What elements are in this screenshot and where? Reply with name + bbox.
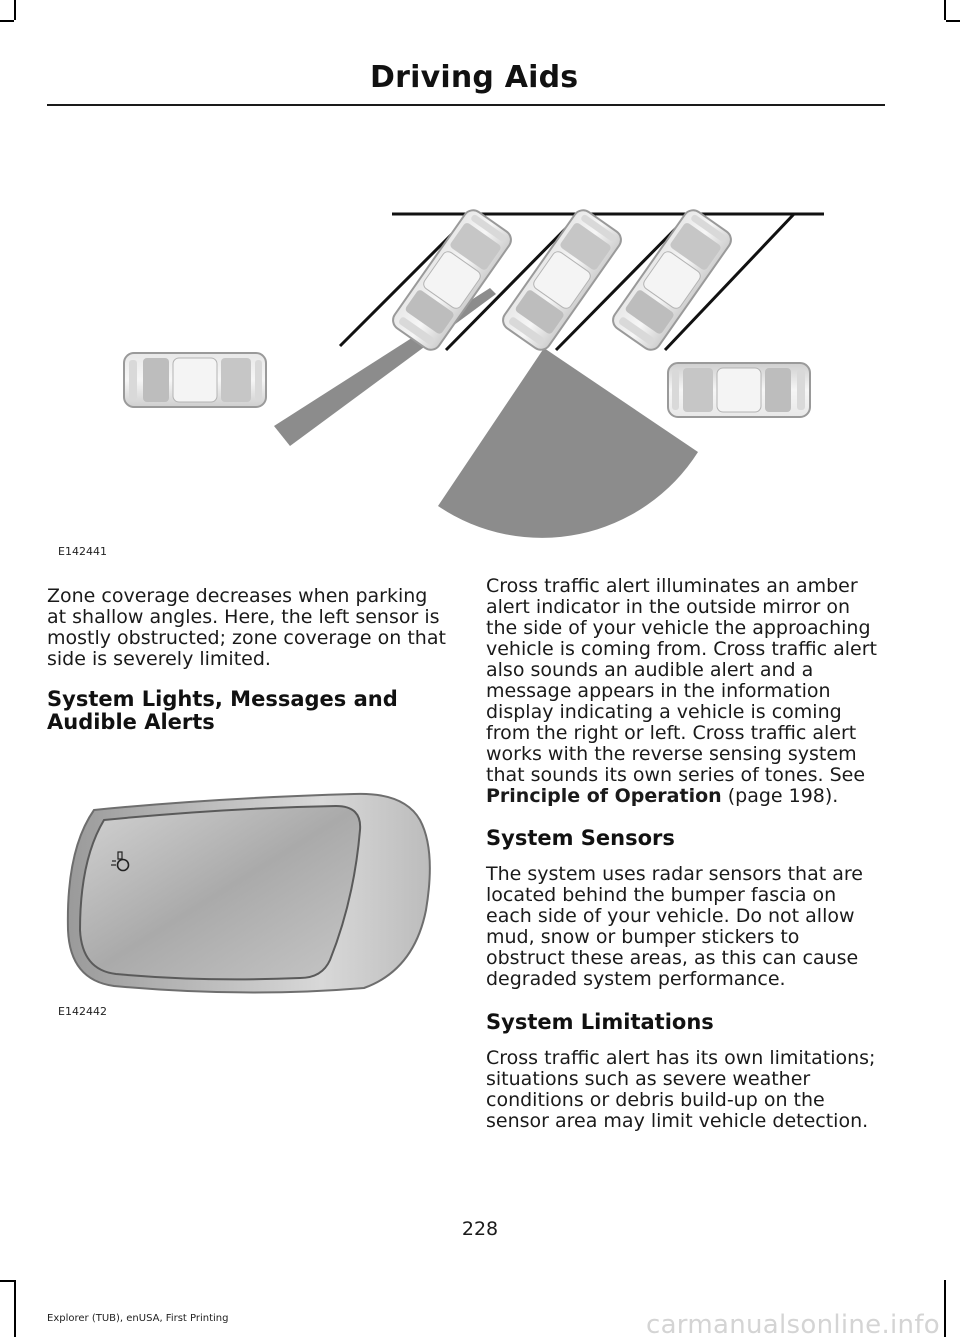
crop-mark [946,20,960,22]
paragraph-cross-traffic-alert [486,576,884,807]
approaching-car-left [124,353,266,407]
figure-code: E142441 [58,545,107,558]
figure-code: E142442 [58,1005,107,1018]
crop-mark [944,1280,946,1337]
heading-system-lights: System Lights, Messages and Audible Alerts [47,687,398,734]
footer-edition: Explorer (TUB), enUSA, First Printing [47,1313,229,1324]
parked-car [499,206,625,353]
wide-sensor-zone [438,348,698,538]
crop-mark [0,1280,14,1282]
principle-of-operation-link[interactable]: Principle of Operation [486,785,722,807]
crop-mark [944,0,946,20]
side-mirror-illustration [64,790,439,1002]
parked-car [609,206,735,353]
watermark: carmanualsonline.info [645,1310,940,1340]
parking-angle-diagram [100,200,840,545]
approaching-car-right [668,363,810,417]
paragraph-text: Cross traffic alert illuminates an amber alert indicator in the outside mirror on the side of your vehicle the approaching vehicle is coming from. Cross traffic alert also sounds an audible alert and a message appears in the information display indicating a vehicle is coming from the right or left. Cross traffic alert works with the reverse sensing system that sounds its own series of tones. See [486,575,877,786]
paragraph-system-limitations: Cross traffic alert has its own limitations; situations such as severe weather conditions or debris build-up on the sensor area may limit vehicle detection. [486,1047,876,1132]
page-reference: (page 198). [727,785,839,807]
heading-system-limitations: System Limitations [486,1010,714,1034]
crop-mark [0,20,14,22]
paragraph-zone-coverage: Zone coverage decreases when parking at shallow angles. Here, the left sensor is mostly obstructed; zone coverage on that side is severely limited. [47,585,446,670]
page-title-text: Driving Aids [370,60,579,95]
crop-mark [14,1280,16,1337]
page-title [370,60,670,95]
page-number: 228 [461,1218,499,1240]
crop-mark [14,0,16,20]
header-rule [47,104,885,106]
heading-system-sensors: System Sensors [486,826,675,850]
paragraph-system-sensors: The system uses radar sensors that are located behind the bumper fascia on each side of your vehicle. Do not allow mud, snow or bumper stickers to obstruct these areas, as this can cause degraded system performance. [486,863,863,990]
